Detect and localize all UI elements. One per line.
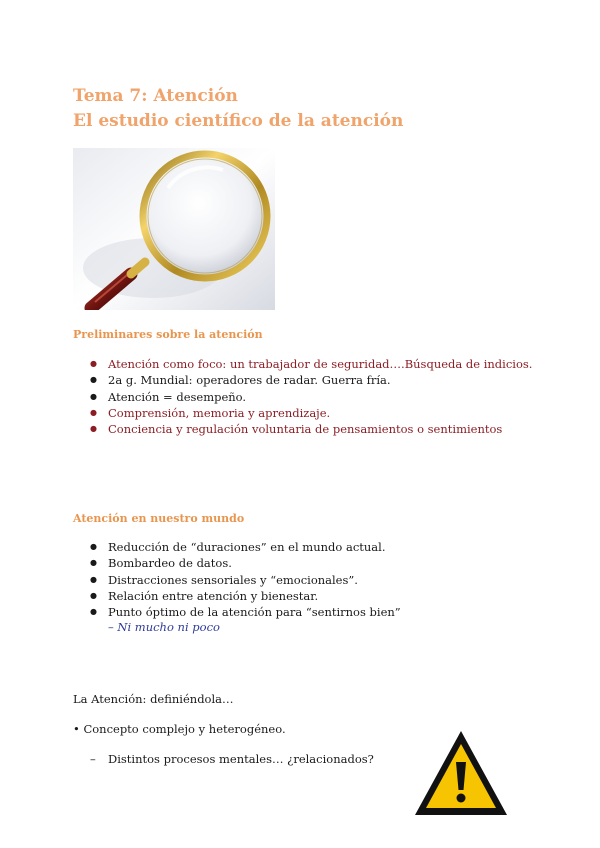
section-heading-preliminares: Preliminares sobre la atención: [73, 328, 263, 341]
list-item: ● 2a g. Mundial: operadores de radar. Guerra fría.: [90, 372, 532, 388]
list-item: ● Distracciones sensoriales y “emocionales”.: [90, 572, 401, 588]
page-title: Tema 7: Atención: [73, 86, 238, 106]
definition-intro: La Atención: definiéndola…: [73, 692, 234, 706]
mundo-list: [90, 539, 401, 620]
preliminares-list: [90, 356, 532, 437]
list-item: ● Atención = desempeño.: [90, 389, 532, 405]
list-item: ● Comprensión, memoria y aprendizaje.: [90, 405, 532, 421]
page-subtitle: El estudio científico de la atención: [73, 111, 404, 131]
list-item: ● Atención como foco: un trabajador de seguridad….Búsqueda de indicios.: [90, 356, 532, 372]
note-dash: –: [108, 620, 114, 634]
magnifying-glass-image: [73, 148, 275, 310]
note-text: Ni mucho ni poco: [117, 620, 220, 634]
list-item: ● Conciencia y regulación voluntaria de pensamientos o sentimientos: [90, 421, 532, 437]
list-item: ● Bombardeo de datos.: [90, 555, 401, 571]
list-item: ● Punto óptimo de la atención para “sentirnos bien”: [90, 604, 401, 620]
ni-mucho-ni-poco-note: [108, 620, 220, 634]
list-item: ● Reducción de “duraciones” en el mundo actual.: [90, 539, 401, 555]
list-item: ● Relación entre atención y bienestar.: [90, 588, 401, 604]
subpoint-line: [90, 752, 374, 766]
section-heading-mundo: Atención en nuestro mundo: [73, 512, 245, 525]
subpoint-dash: –: [90, 752, 96, 766]
warning-icon: [412, 728, 510, 818]
concept-point: • Concepto complejo y heterogéneo.: [73, 722, 286, 736]
subpoint-text: Distintos procesos mentales… ¿relacionados?: [108, 752, 374, 766]
